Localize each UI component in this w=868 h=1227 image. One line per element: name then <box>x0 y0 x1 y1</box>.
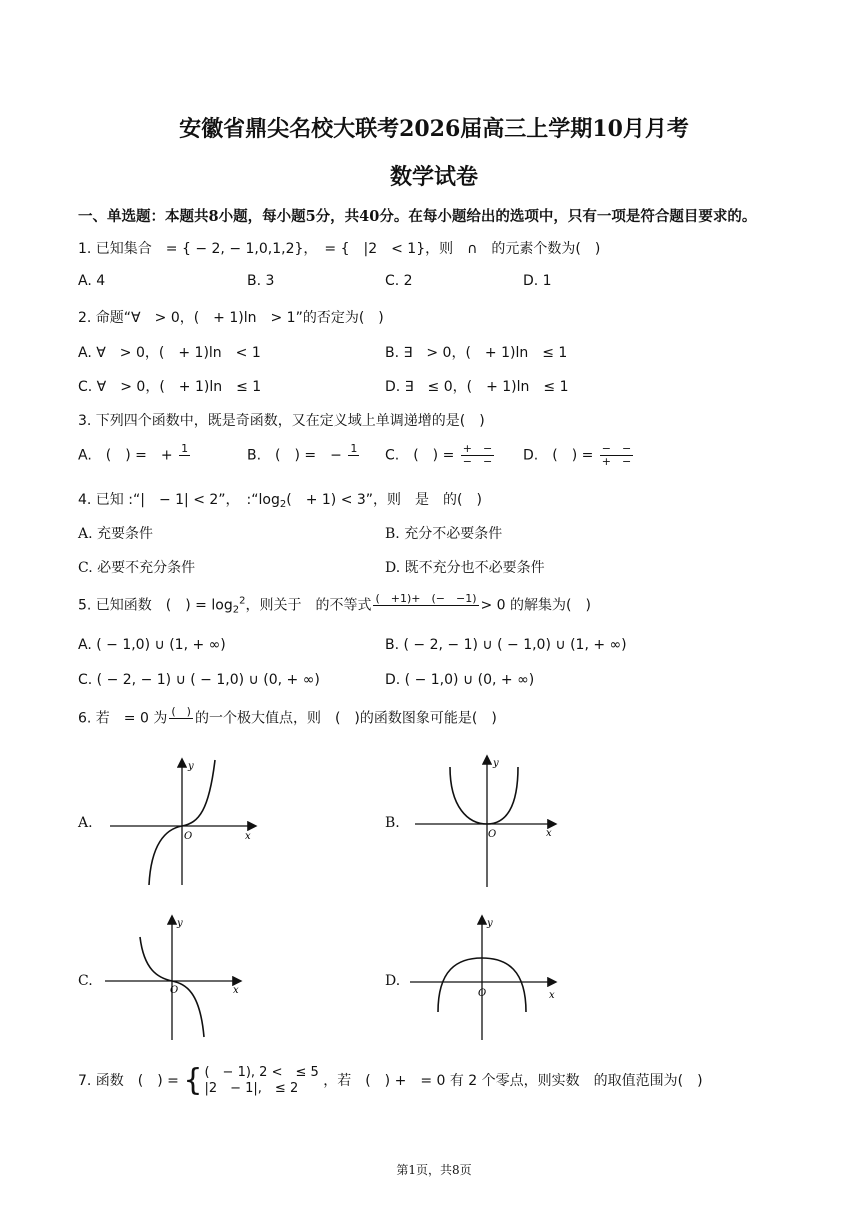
q7-case-2: |2 − 1|, ≤ 2 <box>204 1081 299 1096</box>
q3-option-b <box>247 443 361 468</box>
exam-subtitle: 数学试卷 <box>389 164 478 190</box>
graph-c-x-label: x <box>233 985 239 996</box>
graph-c-label: C. <box>78 973 93 989</box>
q5-stem-part2: ，则关于 的不等式 <box>245 597 372 614</box>
q6-fraction <box>169 706 193 731</box>
q5-exponent: 2 <box>239 595 246 607</box>
q1-option-c: C. 2 <box>385 273 413 289</box>
graph-d-y-label: y <box>487 918 493 929</box>
q3-c-numerator: + − <box>462 442 493 455</box>
q4-option-d: D. 既不充分也不必要条件 <box>385 560 545 576</box>
q6-stem-part2: 的一个极大值点，则 ( )的函数图象可能是( ) <box>194 710 497 727</box>
q6-stem-part1: 6. 若 = 0 为 <box>78 710 168 727</box>
q2-option-a: A. ∀ > 0，( + 1)ln < 1 <box>78 345 261 361</box>
exam-title: 安徽省鼎尖名校大联考2026届高三上学期10月月考 <box>179 116 689 142</box>
graph-c <box>100 912 250 1047</box>
q5-numerator: ( +1)+ (− −1) <box>375 592 477 605</box>
q4-log-base: 2 <box>279 499 287 510</box>
q5-stem-part3: > 0 的解集为( ) <box>480 597 591 614</box>
question-5-stem <box>78 593 591 618</box>
graph-c-y-label: y <box>177 918 183 929</box>
q3-d-fraction <box>600 443 633 468</box>
q6-numerator: ( ) <box>171 705 191 718</box>
graph-a-label: A. <box>78 815 93 831</box>
graph-b-origin: O <box>488 829 497 840</box>
graph-b-label: B. <box>385 815 400 831</box>
q3-c-fraction <box>461 443 494 468</box>
q2-option-d: D. ∃ ≤ 0，( + 1)ln ≤ 1 <box>385 379 569 395</box>
graph-d <box>405 912 565 1047</box>
q2-option-c: C. ∀ > 0，( + 1)ln ≤ 1 <box>78 379 262 395</box>
graph-d-label: D. <box>385 973 401 989</box>
page-footer: 第1页，共8页 <box>396 1163 472 1177</box>
q3-c-denominator: − − <box>462 455 493 468</box>
q7-brace: { <box>183 1063 203 1098</box>
q7-piecewise <box>183 1065 318 1097</box>
q2-option-b: B. ∃ > 0，( + 1)ln ≤ 1 <box>385 345 568 361</box>
q4-stem-part1: 4. 已知 :“| − 1| < 2”， :“log <box>78 492 280 508</box>
q3-option-d <box>523 443 635 468</box>
q4-option-b: B. 充分不必要条件 <box>385 526 503 542</box>
question-2-stem: 2. 命题“∀ > 0，( + 1)ln > 1”的否定为( ) <box>78 310 384 326</box>
q4-option-a: A. 充要条件 <box>78 526 154 542</box>
q3-d-denominator: + − <box>601 455 632 468</box>
q1-option-a: A. 4 <box>78 273 106 289</box>
section-heading: 一、单选题：本题共8小题，每小题5分，共40分。在每小题给出的选项中，只有一项是符合题目要求的。 <box>78 208 757 225</box>
graph-d-origin: O <box>478 988 487 999</box>
q3-option-a <box>78 443 192 468</box>
graph-a-origin: O <box>184 831 193 842</box>
q3-b-numerator: 1 <box>350 442 358 455</box>
q3-a-numerator: 1 <box>181 442 189 455</box>
q3-b-prefix: B. ( ) = − <box>247 447 342 464</box>
graph-b-curve <box>450 767 518 824</box>
graph-b <box>410 752 570 892</box>
q3-a-fraction <box>179 443 190 468</box>
q3-d-prefix: D. ( ) = <box>523 447 594 464</box>
q5-option-b: B. ( − 2, − 1) ∪ ( − 1,0) ∪ (1, + ∞) <box>385 637 627 653</box>
q3-option-c <box>385 443 496 468</box>
question-4-stem <box>78 489 482 510</box>
graph-a-y-label: y <box>188 761 194 772</box>
graph-b-x-label: x <box>546 828 552 839</box>
q5-log-base: 2 <box>232 604 240 616</box>
graph-c-origin: O <box>170 985 179 996</box>
q5-option-d: D. ( − 1,0) ∪ (0, + ∞) <box>385 672 535 688</box>
q5-option-a: A. ( − 1,0) ∪ (1, + ∞) <box>78 637 226 653</box>
graph-d-x-label: x <box>549 990 555 1001</box>
q3-b-fraction <box>348 443 359 468</box>
q5-stem-part1: 5. 已知函数 ( ) = log <box>78 597 233 614</box>
question-7-stem <box>78 1065 703 1097</box>
q1-option-d: D. 1 <box>523 273 552 289</box>
q7-stem-part1: 7. 函数 ( ) = <box>78 1073 179 1089</box>
question-6-stem <box>78 706 497 731</box>
q7-stem-part2: ，若 ( ) + = 0 有 2 个零点，则实数 的取值范围为( ) <box>323 1073 703 1089</box>
graph-a <box>105 755 265 890</box>
q3-c-prefix: C. ( ) = <box>385 447 455 464</box>
q5-option-c: C. ( − 2, − 1) ∪ ( − 1,0) ∪ (0, + ∞) <box>78 672 320 688</box>
question-3-stem: 3. 下列四个函数中，既是奇函数，又在定义域上单调递增的是( ) <box>78 413 485 429</box>
q4-stem-part2: ( + 1) < 3”，则 是 的( ) <box>286 492 482 508</box>
question-1-stem: 1. 已知集合 = { − 2, − 1,0,1,2}， = { |2 < 1}，则 ∩ 的元素个数为( ) <box>78 241 601 257</box>
q1-option-b: B. 3 <box>247 273 275 289</box>
graph-a-x-label: x <box>245 831 251 842</box>
graph-b-y-label: y <box>493 758 499 769</box>
q7-case-1: ( − 1), 2 < ≤ 5 <box>204 1065 319 1080</box>
q5-fraction <box>373 593 478 618</box>
q3-d-numerator: − − <box>601 442 632 455</box>
q3-a-prefix: A. ( ) = + <box>78 447 173 464</box>
q4-option-c: C. 必要不充分条件 <box>78 560 196 576</box>
